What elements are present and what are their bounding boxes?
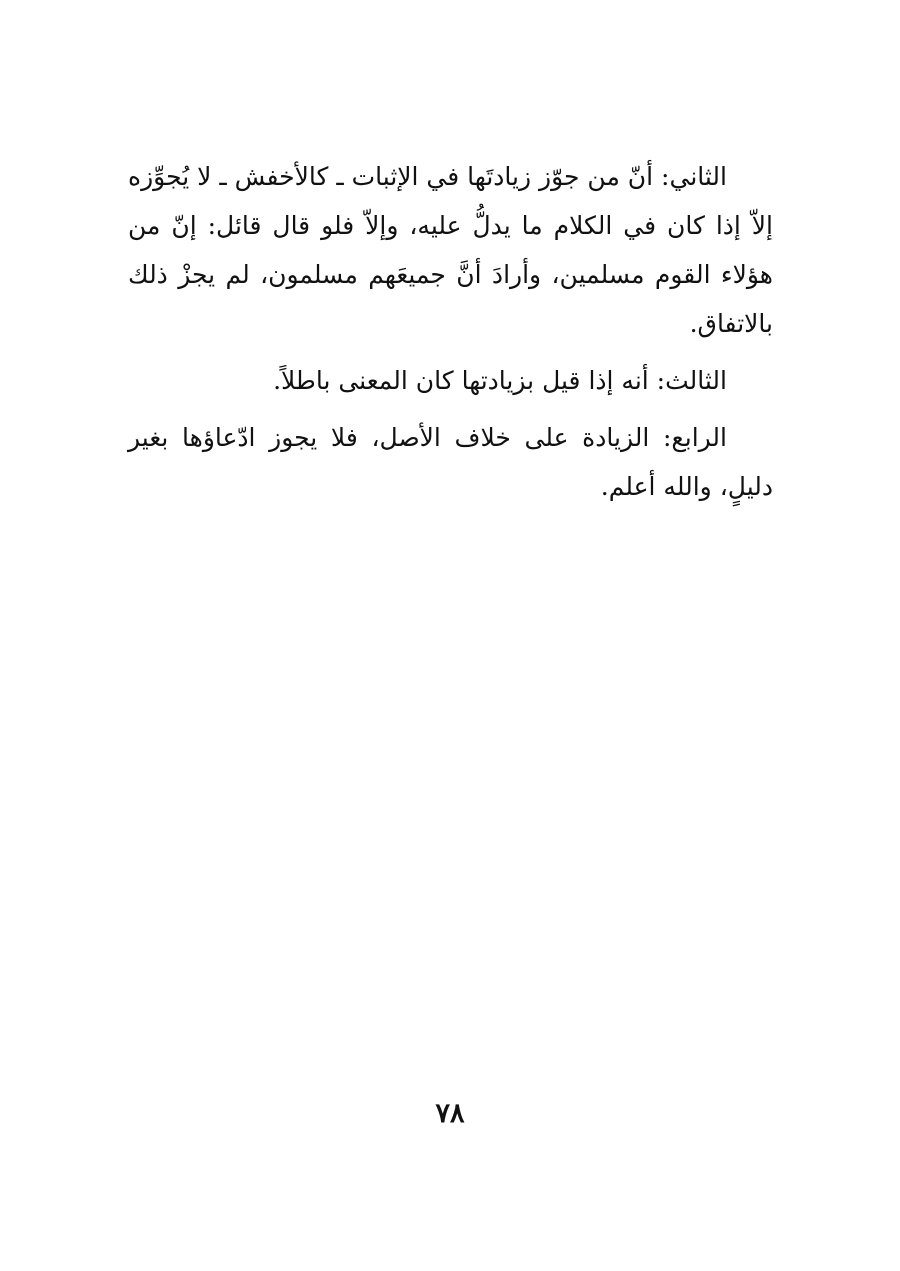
page-number: ٧٨ xyxy=(435,1098,465,1129)
paragraph-third-point: الثالث: أنه إذا قيل بزيادتها كان المعنى باطلاً. xyxy=(273,366,727,395)
paragraph-second-point: الثاني: أنّ من جوّز زيادتَها في الإثبات ـ كالأخفش ـ لا يُجوِّزه إلاّ إذا كان في الكلام ما يدلُّ عليه، وإلاّ فلو قال قائل: إنّ من هؤلاء القوم مسلمين، وأرادَ أنَّ جميعَهم مسلمون، لم يجزْ ذلك بالاتفاق. xyxy=(128,162,773,338)
paragraph-fourth-point: الرابع: الزيادة على خلاف الأصل، فلا يجوز ادّعاؤها بغير دليلٍ، والله أعلم. xyxy=(128,423,773,501)
page-body-text xyxy=(128,152,773,519)
